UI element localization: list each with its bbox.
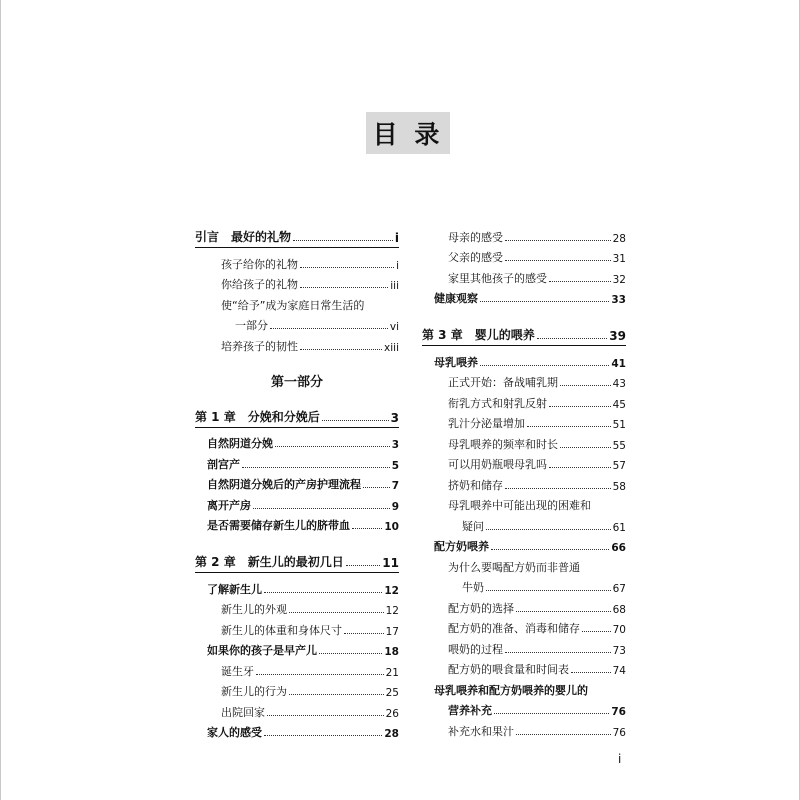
toc-page-number: 74 <box>612 665 626 677</box>
toc-page-number: 17 <box>385 625 399 638</box>
toc-leader-dots <box>527 426 611 427</box>
toc-leader-dots <box>319 653 382 654</box>
toc-entry-line1[interactable]: 使“给予”成为家庭日常生活的 <box>221 298 365 312</box>
toc-page-number: 51 <box>612 419 626 431</box>
toc-subsection-entry[interactable] <box>195 251 399 272</box>
toc-page-number: vi <box>389 321 399 333</box>
toc-page-number: 28 <box>612 232 626 245</box>
toc-leader-dots <box>289 612 384 613</box>
toc-left-column <box>195 224 399 740</box>
toc-entry-title: 引言 最好的礼物 <box>195 230 292 244</box>
toc-section-entry[interactable] <box>195 451 399 472</box>
toc-subsection-entry[interactable] <box>195 597 399 618</box>
toc-leader-dots <box>293 240 393 241</box>
toc-page-number: i <box>396 259 399 272</box>
toc-entry-title: 配方奶的选择 <box>448 601 514 615</box>
toc-entry-title: 自然阴道分娩后的产房护理流程 <box>207 478 361 491</box>
toc-entry-title: 如果你的孩子是早产儿 <box>207 644 317 657</box>
page-number: i <box>618 752 622 766</box>
toc-subsection-entry[interactable] <box>422 411 626 432</box>
toc-entry-title: 正式开始：备战哺乳期 <box>448 376 558 389</box>
toc-subsection-entry[interactable] <box>422 595 626 616</box>
toc-entry-title: 第 1 章 分娩和分娩后 <box>195 409 320 424</box>
toc-leader-dots <box>560 385 611 386</box>
toc-leader-dots <box>505 260 611 261</box>
toc-leader-dots <box>505 488 611 489</box>
toc-entry-title: 你给孩子的礼物 <box>221 278 298 291</box>
toc-leader-dots <box>491 549 609 550</box>
toc-page-number: 18 <box>384 646 399 658</box>
toc-section-entry[interactable] <box>195 472 399 493</box>
toc-entry-title: 衔乳方式和射乳反射 <box>448 396 547 410</box>
toc-page-number: 41 <box>611 357 626 370</box>
toc-page-number: 33 <box>611 294 626 306</box>
toc-page-number: 28 <box>384 728 399 740</box>
toc-subsection-entry[interactable] <box>422 718 626 739</box>
toc-leader-dots <box>264 592 382 593</box>
toc-page-number: 11 <box>382 556 399 570</box>
toc-page-number: iii <box>390 280 399 292</box>
toc-right-column <box>422 224 626 739</box>
toc-subsection-entry[interactable] <box>195 333 399 354</box>
part-heading: 第一部分 <box>270 375 323 390</box>
toc-page-number: xiii <box>384 341 399 354</box>
toc-leader-dots <box>560 447 611 448</box>
toc-section-entry[interactable] <box>195 576 399 597</box>
toc-section-entry[interactable] <box>195 492 399 513</box>
toc-leader-dots <box>289 694 384 695</box>
toc-entry-title: 母亲的感受 <box>448 230 503 244</box>
toc-entry-title: 出院回家 <box>221 705 265 719</box>
toc-page-number: 31 <box>612 253 626 265</box>
toc-entry-title: 挤奶和储存 <box>448 478 503 492</box>
toc-subsection-entry[interactable] <box>195 617 399 638</box>
toc-chapter-entry[interactable] <box>195 549 399 573</box>
toc-entry-title: 配方奶的喂食量和时间表 <box>448 663 569 676</box>
toc-leader-dots <box>486 590 611 591</box>
toc-page-number: 3 <box>390 410 399 425</box>
toc-page-number: 21 <box>385 666 399 679</box>
toc-title-box <box>366 112 450 154</box>
toc-leader-dots <box>300 267 394 268</box>
toc-leader-dots <box>486 529 611 530</box>
toc-leader-dots <box>352 528 382 529</box>
toc-page-number: 25 <box>385 687 399 699</box>
toc-entry[interactable] <box>422 513 626 534</box>
toc-entry[interactable] <box>422 698 626 719</box>
toc-page-number: 9 <box>391 500 399 513</box>
toc-page-number: 61 <box>612 521 626 534</box>
toc-page-number: 76 <box>611 706 626 718</box>
toc-leader-dots <box>300 287 388 288</box>
toc-subsection-entry[interactable] <box>195 699 399 720</box>
toc-entry-title: 健康观察 <box>434 292 478 305</box>
toc-page-number: 55 <box>612 439 626 452</box>
toc-page-number: 66 <box>611 542 626 554</box>
toc-leader-dots <box>344 633 384 634</box>
toc-page-number: i <box>394 231 399 245</box>
toc-leader-dots <box>571 672 611 673</box>
toc-leader-dots <box>256 674 384 675</box>
toc-page-number: 3 <box>391 439 399 451</box>
toc-entry-title: 父亲的感受 <box>448 251 503 264</box>
toc-subsection-entry[interactable] <box>422 616 626 637</box>
toc-leader-dots <box>300 349 382 350</box>
toc-section-entry[interactable] <box>422 349 626 370</box>
spacer <box>195 533 399 549</box>
toc-subsection-entry[interactable] <box>195 658 399 679</box>
toc-entry-title: 一部分 <box>235 319 268 332</box>
toc-leader-dots <box>516 734 611 735</box>
toc-leader-dots <box>582 631 611 632</box>
toc-page-number: 5 <box>391 459 399 472</box>
toc-entry-title: 孩子给你的礼物 <box>221 257 298 271</box>
toc-entry-title: 新生儿的行为 <box>221 685 287 698</box>
toc-page-number: 70 <box>612 624 626 636</box>
toc-section-entry[interactable] <box>422 286 626 307</box>
toc-leader-dots <box>549 467 611 468</box>
toc-leader-dots <box>242 467 390 468</box>
toc-subsection-entry[interactable] <box>422 636 626 657</box>
toc-entry-line1[interactable]: 为什么要喝配方奶而非普通 <box>448 560 580 574</box>
toc-entry-title: 新生儿的外观 <box>221 603 287 616</box>
toc-chapter-entry[interactable] <box>195 404 399 428</box>
toc-leader-dots <box>505 240 611 241</box>
toc-entry-title: 配方奶的准备、消毒和储存 <box>448 622 580 635</box>
toc-entry-title: 母乳喂养的频率和时长 <box>448 437 558 451</box>
toc-subsection-entry[interactable] <box>422 657 626 678</box>
toc-leader-dots <box>264 735 382 736</box>
toc-page-number: 12 <box>385 605 399 617</box>
toc-page-number: 39 <box>609 329 626 343</box>
toc-entry-title: 母乳喂养 <box>434 355 478 369</box>
toc-section-entry[interactable] <box>195 513 399 534</box>
toc-leader-dots <box>480 301 609 302</box>
toc-title: 目 录 <box>372 120 444 149</box>
toc-subsection-entry[interactable] <box>195 679 399 700</box>
toc-section-entry[interactable] <box>195 431 399 452</box>
toc-section-entry[interactable] <box>195 720 399 741</box>
toc-page-number: 68 <box>612 603 626 616</box>
toc-page-number: 73 <box>612 644 626 657</box>
toc-subsection-entry[interactable] <box>422 370 626 391</box>
toc-chapter-entry[interactable] <box>422 322 626 346</box>
toc-page-number: 43 <box>612 378 626 390</box>
toc-entry-title: 疑问 <box>462 519 484 533</box>
toc-leader-dots <box>270 328 388 329</box>
toc-leader-dots <box>516 611 611 612</box>
toc-leader-dots <box>363 487 390 488</box>
toc-entry-title: 喂奶的过程 <box>448 642 503 656</box>
toc-page-number: 57 <box>612 460 626 472</box>
toc-subsection-entry[interactable] <box>422 265 626 286</box>
spacer <box>422 306 626 322</box>
toc-subsection-entry[interactable] <box>422 224 626 245</box>
toc-subsection-entry[interactable] <box>422 431 626 452</box>
toc-section-entry[interactable] <box>195 638 399 659</box>
toc-leader-dots <box>505 652 611 653</box>
toc-entry-title: 营养补充 <box>448 704 492 717</box>
toc-entry[interactable] <box>422 575 626 596</box>
toc-page-number: 67 <box>612 583 626 595</box>
toc-entry-title: 诞生牙 <box>221 664 254 678</box>
toc-subsection-entry[interactable] <box>422 245 626 266</box>
toc-section-entry[interactable] <box>422 534 626 555</box>
toc-page-number: 12 <box>384 584 399 597</box>
toc-page-number: 7 <box>391 480 399 492</box>
toc-leader-dots <box>549 281 611 282</box>
toc-entry-title: 了解新生儿 <box>207 582 262 596</box>
toc-entry-title: 乳汁分泌量增加 <box>448 417 525 430</box>
toc-chapter-entry[interactable] <box>195 224 399 248</box>
toc-entry-title: 新生儿的体重和身体尺寸 <box>221 623 342 637</box>
toc-subsection-entry[interactable] <box>422 472 626 493</box>
toc-page-number: 10 <box>384 521 399 533</box>
toc-entry-title: 家人的感受 <box>207 726 262 739</box>
toc-leader-dots <box>480 365 609 366</box>
toc-leader-dots <box>253 508 390 509</box>
toc-leader-dots <box>549 406 611 407</box>
toc-entry-title: 培养孩子的韧性 <box>221 339 298 353</box>
toc-entry-line1[interactable]: 母乳喂养和配方奶喂养的婴儿的 <box>434 683 588 697</box>
toc-page-number: 45 <box>612 398 626 411</box>
toc-entry-title: 剖宫产 <box>207 457 240 471</box>
toc-entry-title: 离开产房 <box>207 498 251 512</box>
toc-entry-title: 配方奶喂养 <box>434 540 489 553</box>
toc-subsection-entry[interactable] <box>422 390 626 411</box>
toc-page-number: 58 <box>612 480 626 493</box>
toc-entry-title: 第 3 章 婴儿的喂养 <box>422 328 535 342</box>
toc-page-number: 26 <box>385 707 399 720</box>
toc-entry-title: 补充水和果汁 <box>448 724 514 738</box>
toc-entry[interactable] <box>195 313 399 334</box>
toc-subsection-entry[interactable] <box>422 452 626 473</box>
toc-subsection-entry[interactable] <box>195 272 399 293</box>
toc-entry-line1[interactable]: 母乳喂养中可能出现的困难和 <box>448 499 591 512</box>
toc-leader-dots <box>275 446 390 447</box>
page-edge-left <box>0 0 1 800</box>
toc-entry-title: 家里其他孩子的感受 <box>448 271 547 285</box>
toc-leader-dots <box>537 338 608 339</box>
toc-leader-dots <box>346 565 381 566</box>
toc-entry-title: 自然阴道分娩 <box>207 437 273 450</box>
toc-entry-title: 是否需要储存新生儿的脐带血 <box>207 519 350 532</box>
toc-page-number: 76 <box>612 726 626 739</box>
toc-leader-dots <box>322 420 389 421</box>
toc-leader-dots <box>494 713 609 714</box>
toc-leader-dots <box>267 715 384 716</box>
toc-entry-title: 可以用奶瓶喂母乳吗 <box>448 458 547 471</box>
toc-page-number: 32 <box>612 273 626 286</box>
toc-entry-title: 第 2 章 新生儿的最初几日 <box>195 555 344 569</box>
toc-entry-title: 牛奶 <box>462 581 484 594</box>
